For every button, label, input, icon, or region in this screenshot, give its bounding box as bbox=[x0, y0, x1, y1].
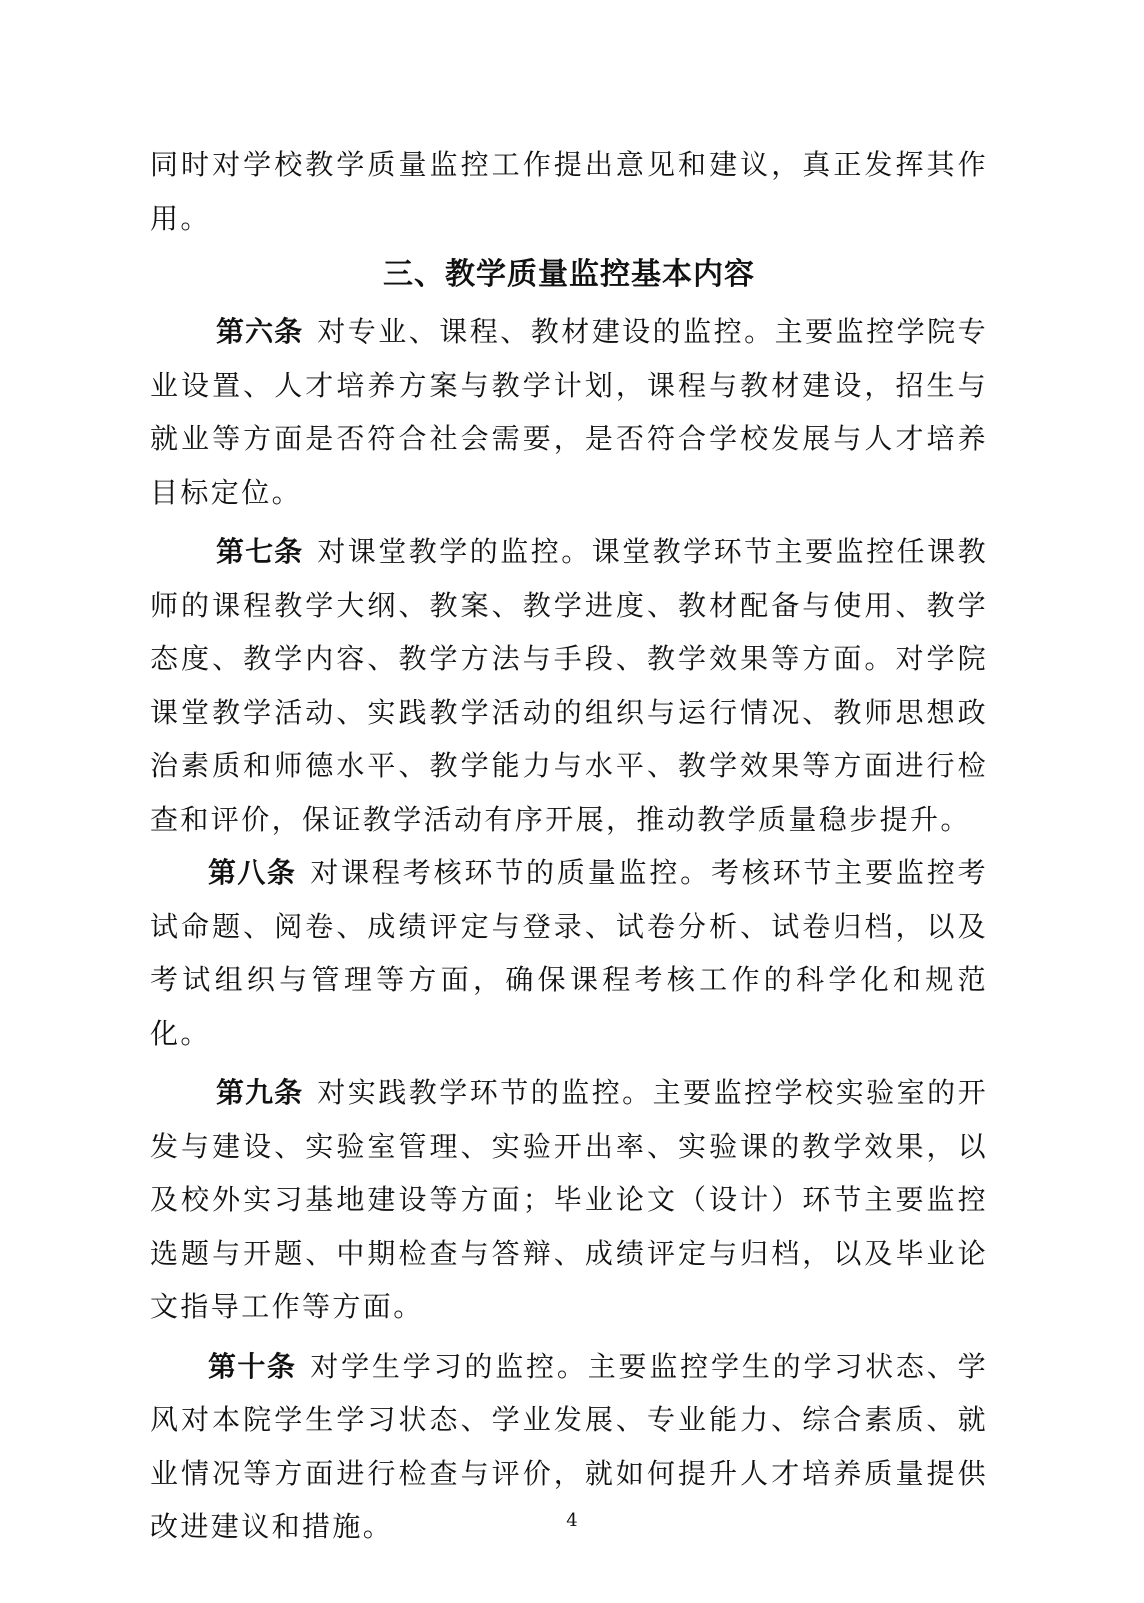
article-9-text: 对实践教学环节的监控。主要监控学校实验室的开发与建设、实验室管理、实验开出率、实验课的教学效果，以及校外实习基地建设等方面；毕业论文（设计）环节主要监控选题与开题、中期检查与答辩、成绩评定与归档，以及毕业论文指导工作等方面。 bbox=[150, 1076, 988, 1323]
article-10-label: 第十条 bbox=[208, 1349, 297, 1383]
article-10-text: 对学生学习的监控。主要监控学生的学习状态、学风对本院学生学习状态、学业发展、专业能力、综合素质、就业情况等方面进行检查与评价，就如何提升人才培养质量提供改进建议和措施。 bbox=[150, 1349, 988, 1543]
article-7-label: 第七条 bbox=[216, 535, 304, 568]
article-8 bbox=[150, 846, 988, 1060]
article-8-label: 第八条 bbox=[208, 856, 297, 889]
article-9-label: 第九条 bbox=[216, 1076, 304, 1109]
article-7-text: 对课堂教学的监控。课堂教学环节主要监控任课教师的课程教学大纲、教案、教学进度、教材配备与使用、教学态度、教学内容、教学方法与手段、教学效果等方面。对学院课堂教学活动、实践教学活动的组织与运行情况、教师思想政治素质和师德水平、教学能力与水平、教学效果等方面进行检查和评价，保证教学活动有序开展，推动教学质量稳步提升。 bbox=[150, 535, 988, 836]
document-page bbox=[150, 138, 988, 1554]
article-9 bbox=[150, 1066, 988, 1334]
article-7 bbox=[150, 525, 988, 846]
article-6 bbox=[150, 305, 988, 519]
article-8-text: 对课程考核环节的质量监控。考核环节主要监控考试命题、阅卷、成绩评定与登录、试卷分析、试卷归档，以及考试组织与管理等方面，确保课程考核工作的科学化和规范化。 bbox=[150, 856, 988, 1050]
article-6-text: 对专业、课程、教材建设的监控。主要监控学院专业设置、人才培养方案与教学计划，课程与教材建设，招生与就业等方面是否符合社会需要，是否符合学校发展与人才培养目标定位。 bbox=[150, 315, 988, 509]
page-number: 4 bbox=[566, 1510, 578, 1531]
continuation-paragraph: 同时对学校教学质量监控工作提出意见和建议，真正发挥其作用。 bbox=[150, 148, 988, 235]
article-6-label: 第六条 bbox=[216, 315, 304, 348]
section-heading: 三、教学质量监控基本内容 bbox=[383, 257, 755, 292]
